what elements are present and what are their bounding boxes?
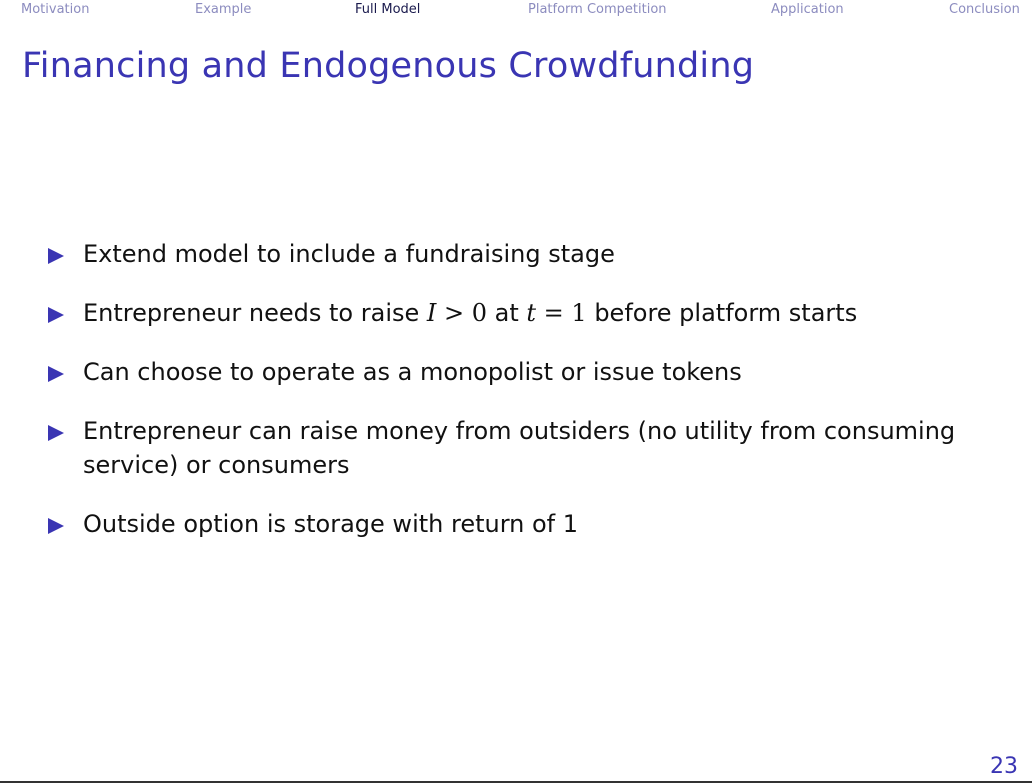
bullet-text-mid: at <box>487 299 527 327</box>
bullet-item <box>48 296 988 330</box>
bullet-text: Entrepreneur can raise money from outsiders (no utility from consuming service) or consumers <box>83 417 956 479</box>
slide-title: Financing and Endogenous Crowdfunding <box>22 46 755 86</box>
triangle-bullet-icon <box>48 366 64 382</box>
bullet-text-pre: Entrepreneur needs to raise <box>83 299 427 327</box>
bullet-text: Outside option is storage with return of 1 <box>83 510 579 538</box>
bullet-text-post: before platform starts <box>586 299 858 327</box>
bullet-item <box>48 414 988 482</box>
section-navigation-bar <box>0 0 1032 22</box>
bullet-item <box>48 507 988 541</box>
math-variable-i: I > 0 <box>426 299 488 327</box>
bullet-text: Can choose to operate as a monopolist or issue tokens <box>83 358 742 386</box>
bullet-item <box>48 355 988 389</box>
nav-item-full-model[interactable]: Full Model <box>355 2 421 17</box>
triangle-bullet-icon <box>48 307 64 323</box>
nav-item-platform-competition[interactable]: Platform Competition <box>528 2 667 17</box>
triangle-bullet-icon <box>48 518 64 534</box>
bullet-item <box>48 237 988 271</box>
nav-item-application[interactable]: Application <box>771 2 844 17</box>
bullet-text: Extend model to include a fundraising stage <box>83 240 615 268</box>
bullet-list <box>48 237 988 566</box>
triangle-bullet-icon <box>48 425 64 441</box>
nav-item-motivation[interactable]: Motivation <box>21 2 90 17</box>
nav-item-conclusion[interactable]: Conclusion <box>949 2 1020 17</box>
math-variable-t: t = 1 <box>526 299 587 327</box>
page-number: 23 <box>990 754 1018 779</box>
triangle-bullet-icon <box>48 248 64 264</box>
nav-item-example[interactable]: Example <box>195 2 252 17</box>
